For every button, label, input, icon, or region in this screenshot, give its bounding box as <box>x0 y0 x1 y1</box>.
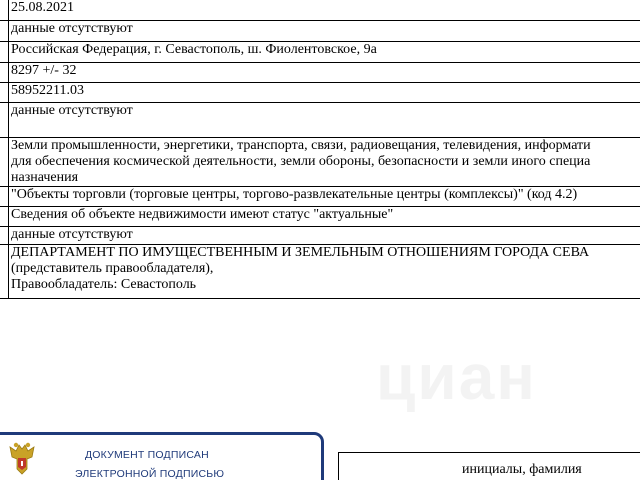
address: Российская Федерация, г. Севастополь, ш. Фиолентовское, 9а <box>9 42 640 63</box>
stamp-title-line: ДОКУМЕНТ ПОДПИСАН <box>85 449 209 461</box>
special-notes: данные отсутствуют <box>9 227 640 245</box>
registration-date: 25.08.2021 <box>9 0 640 21</box>
land-category-line: для обеспечения космической деятельности, земли обороны, безопасности и земли иного специа <box>11 154 591 169</box>
land-category-line: назначения <box>11 170 79 185</box>
land-category <box>9 138 640 187</box>
permitted-use: "Объекты торговли (торговые центры, торгово-развлекательные центры (комплексы)" (код 4.2) <box>9 187 640 207</box>
row-label-cell <box>0 245 9 299</box>
rights-holder-line: Правообладатель: Севастополь <box>11 277 197 292</box>
table-row <box>0 21 640 42</box>
rights-holder-line: ДЕПАРТАМЕНТ ПО ИМУЩЕСТВЕННЫМ И ЗЕМЕЛЬНЫМ ОТНОШЕНИЯМ ГОРОДА СЕВА <box>11 245 590 260</box>
object-status: Сведения об объекте недвижимости имеют статус "актуальные" <box>9 207 640 227</box>
table-row <box>0 245 640 299</box>
signature-divider <box>338 452 640 453</box>
row-label-cell <box>0 187 9 207</box>
rights-holder-line: (представитель правообладателя), <box>11 261 214 276</box>
table-row <box>0 103 640 138</box>
row-label-cell <box>0 207 9 227</box>
row-label-cell <box>0 0 9 21</box>
rights-holder <box>9 245 640 299</box>
cadastral-value: 58952211.03 <box>9 83 640 103</box>
signature-caption: инициалы, фамилия <box>462 462 582 477</box>
electronic-signature-stamp <box>0 432 324 480</box>
area: 8297 +/- 32 <box>9 63 640 83</box>
watermark <box>340 334 580 424</box>
row-label-cell <box>0 138 9 187</box>
double-headed-eagle-emblem-icon <box>5 439 39 479</box>
objects-within: данные отсутствуют <box>9 103 640 138</box>
row-label-cell <box>0 103 9 138</box>
table-row <box>0 138 640 187</box>
previous-number: данные отсутствуют <box>9 21 640 42</box>
signature-divider-vertical <box>338 452 339 480</box>
table-row <box>0 63 640 83</box>
table-row <box>0 207 640 227</box>
table-row <box>0 83 640 103</box>
row-label-cell <box>0 63 9 83</box>
table-row <box>0 227 640 245</box>
watermark-text: циан <box>376 341 537 413</box>
row-label-cell <box>0 21 9 42</box>
row-label-cell <box>0 227 9 245</box>
table-row <box>0 0 640 21</box>
table-row <box>0 187 640 207</box>
row-label-cell <box>0 83 9 103</box>
stamp-subtitle-line: ЭЛЕКТРОННОЙ ПОДПИСЬЮ <box>75 468 225 480</box>
land-category-line: Земли промышленности, энергетики, транспорта, связи, радиовещания, телевидения, информати <box>11 138 591 153</box>
table-row <box>0 42 640 63</box>
row-label-cell <box>0 42 9 63</box>
